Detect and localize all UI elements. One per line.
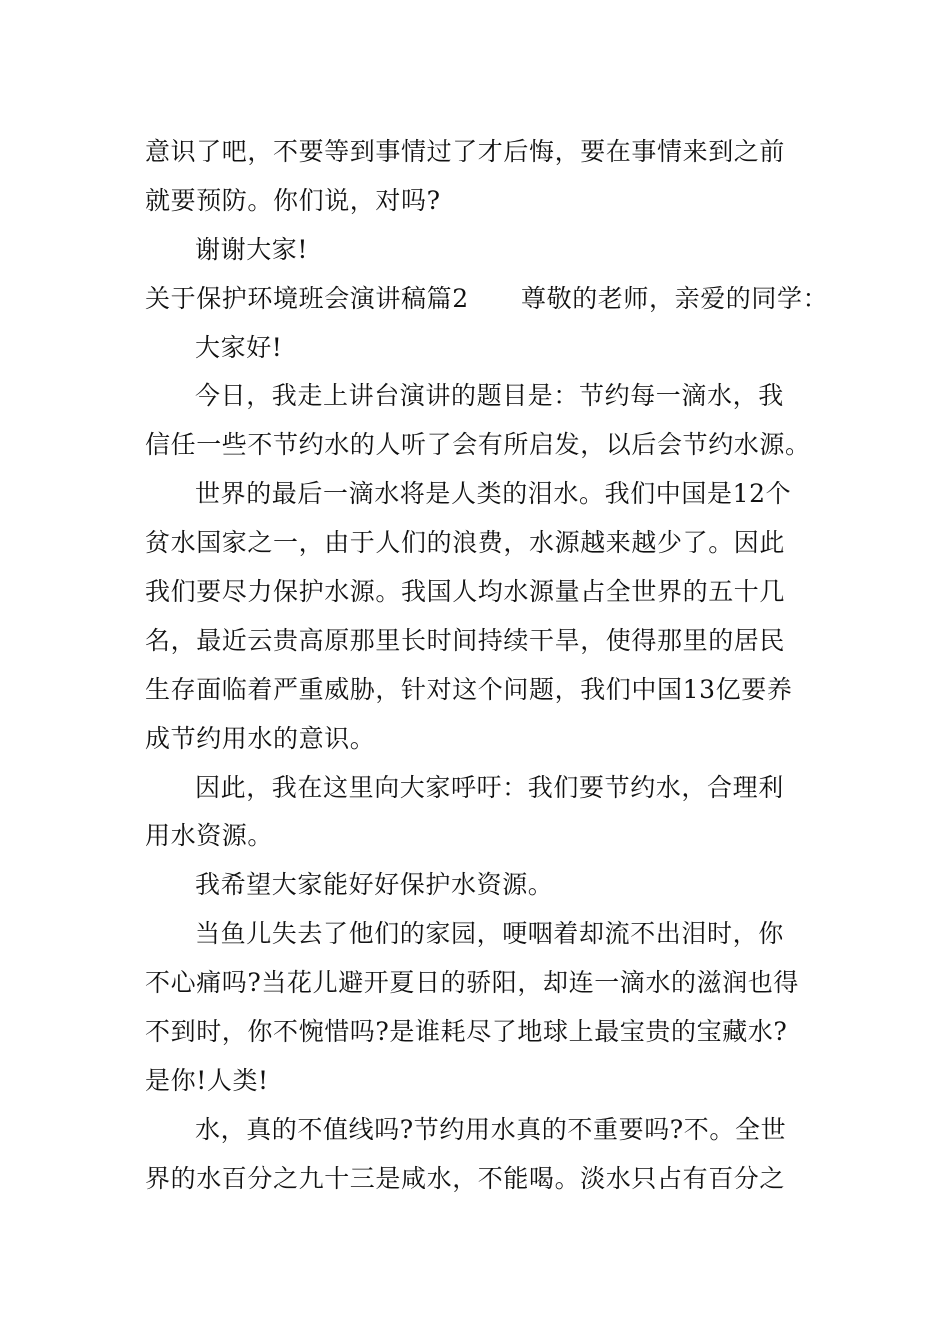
paragraph-line: 成节约用水的意识。: [145, 723, 376, 753]
speech-salutation: 尊敬的老师，亲爱的同学：: [521, 283, 829, 313]
paragraph-line: 意识了吧，不要等到事情过了才后悔，要在事情来到之前: [145, 137, 786, 166]
paragraph-line: 我希望大家能好好保护水资源。: [195, 870, 554, 900]
paragraph-line: 今日，我走上讲台演讲的题目是：节约每一滴水，我: [195, 381, 784, 411]
section-heading: 关于保护环境班会演讲稿篇2: [145, 283, 469, 313]
paragraph-line: 谢谢大家!: [195, 234, 309, 264]
paragraph-line: 界的水百分之九十三是咸水，不能喝。淡水只占有百分之: [145, 1163, 786, 1193]
paragraph-line: 我们要尽力保护水源。我国人均水源量占全世界的五十几: [145, 577, 786, 607]
paragraph-line: 世界的最后一滴水将是人类的泪水。我们中国是12个: [195, 479, 792, 509]
paragraph-line: 水，真的不值线吗?节约用水真的不重要吗?不。全世: [195, 1114, 787, 1144]
paragraph-line: 就要预防。你们说，对吗?: [145, 185, 441, 215]
paragraph-line: 名，最近云贵高原那里长时间持续干旱，使得那里的居民: [145, 625, 786, 655]
paragraph-line: 是你!人类!: [145, 1065, 269, 1095]
section-heading-line: [145, 275, 829, 324]
paragraph-line: 不到时，你不惋惜吗?是谁耗尽了地球上最宝贵的宝藏水?: [145, 1017, 788, 1047]
paragraph-line: 大家好!: [195, 332, 283, 362]
paragraph-line: 生存面临着严重威胁，针对这个问题，我们中国13亿要养: [145, 674, 793, 704]
paragraph-line: 因此，我在这里向大家呼吁：我们要节约水，合理利: [195, 772, 784, 802]
paragraph-line: 当鱼儿失去了他们的家园，哽咽着却流不出泪时，你: [195, 919, 784, 949]
paragraph-line: 用水资源。: [145, 821, 274, 851]
document-body: [145, 128, 829, 1204]
paragraph-line: 贫水国家之一，由于人们的浪费，水源越来越少了。因此: [145, 528, 786, 558]
paragraph-line: 信任一些不节约水的人听了会有所启发，以后会节约水源。: [145, 430, 811, 460]
paragraph-line: 不心痛吗?当花儿避开夏日的骄阳，却连一滴水的滋润也得: [145, 968, 800, 998]
